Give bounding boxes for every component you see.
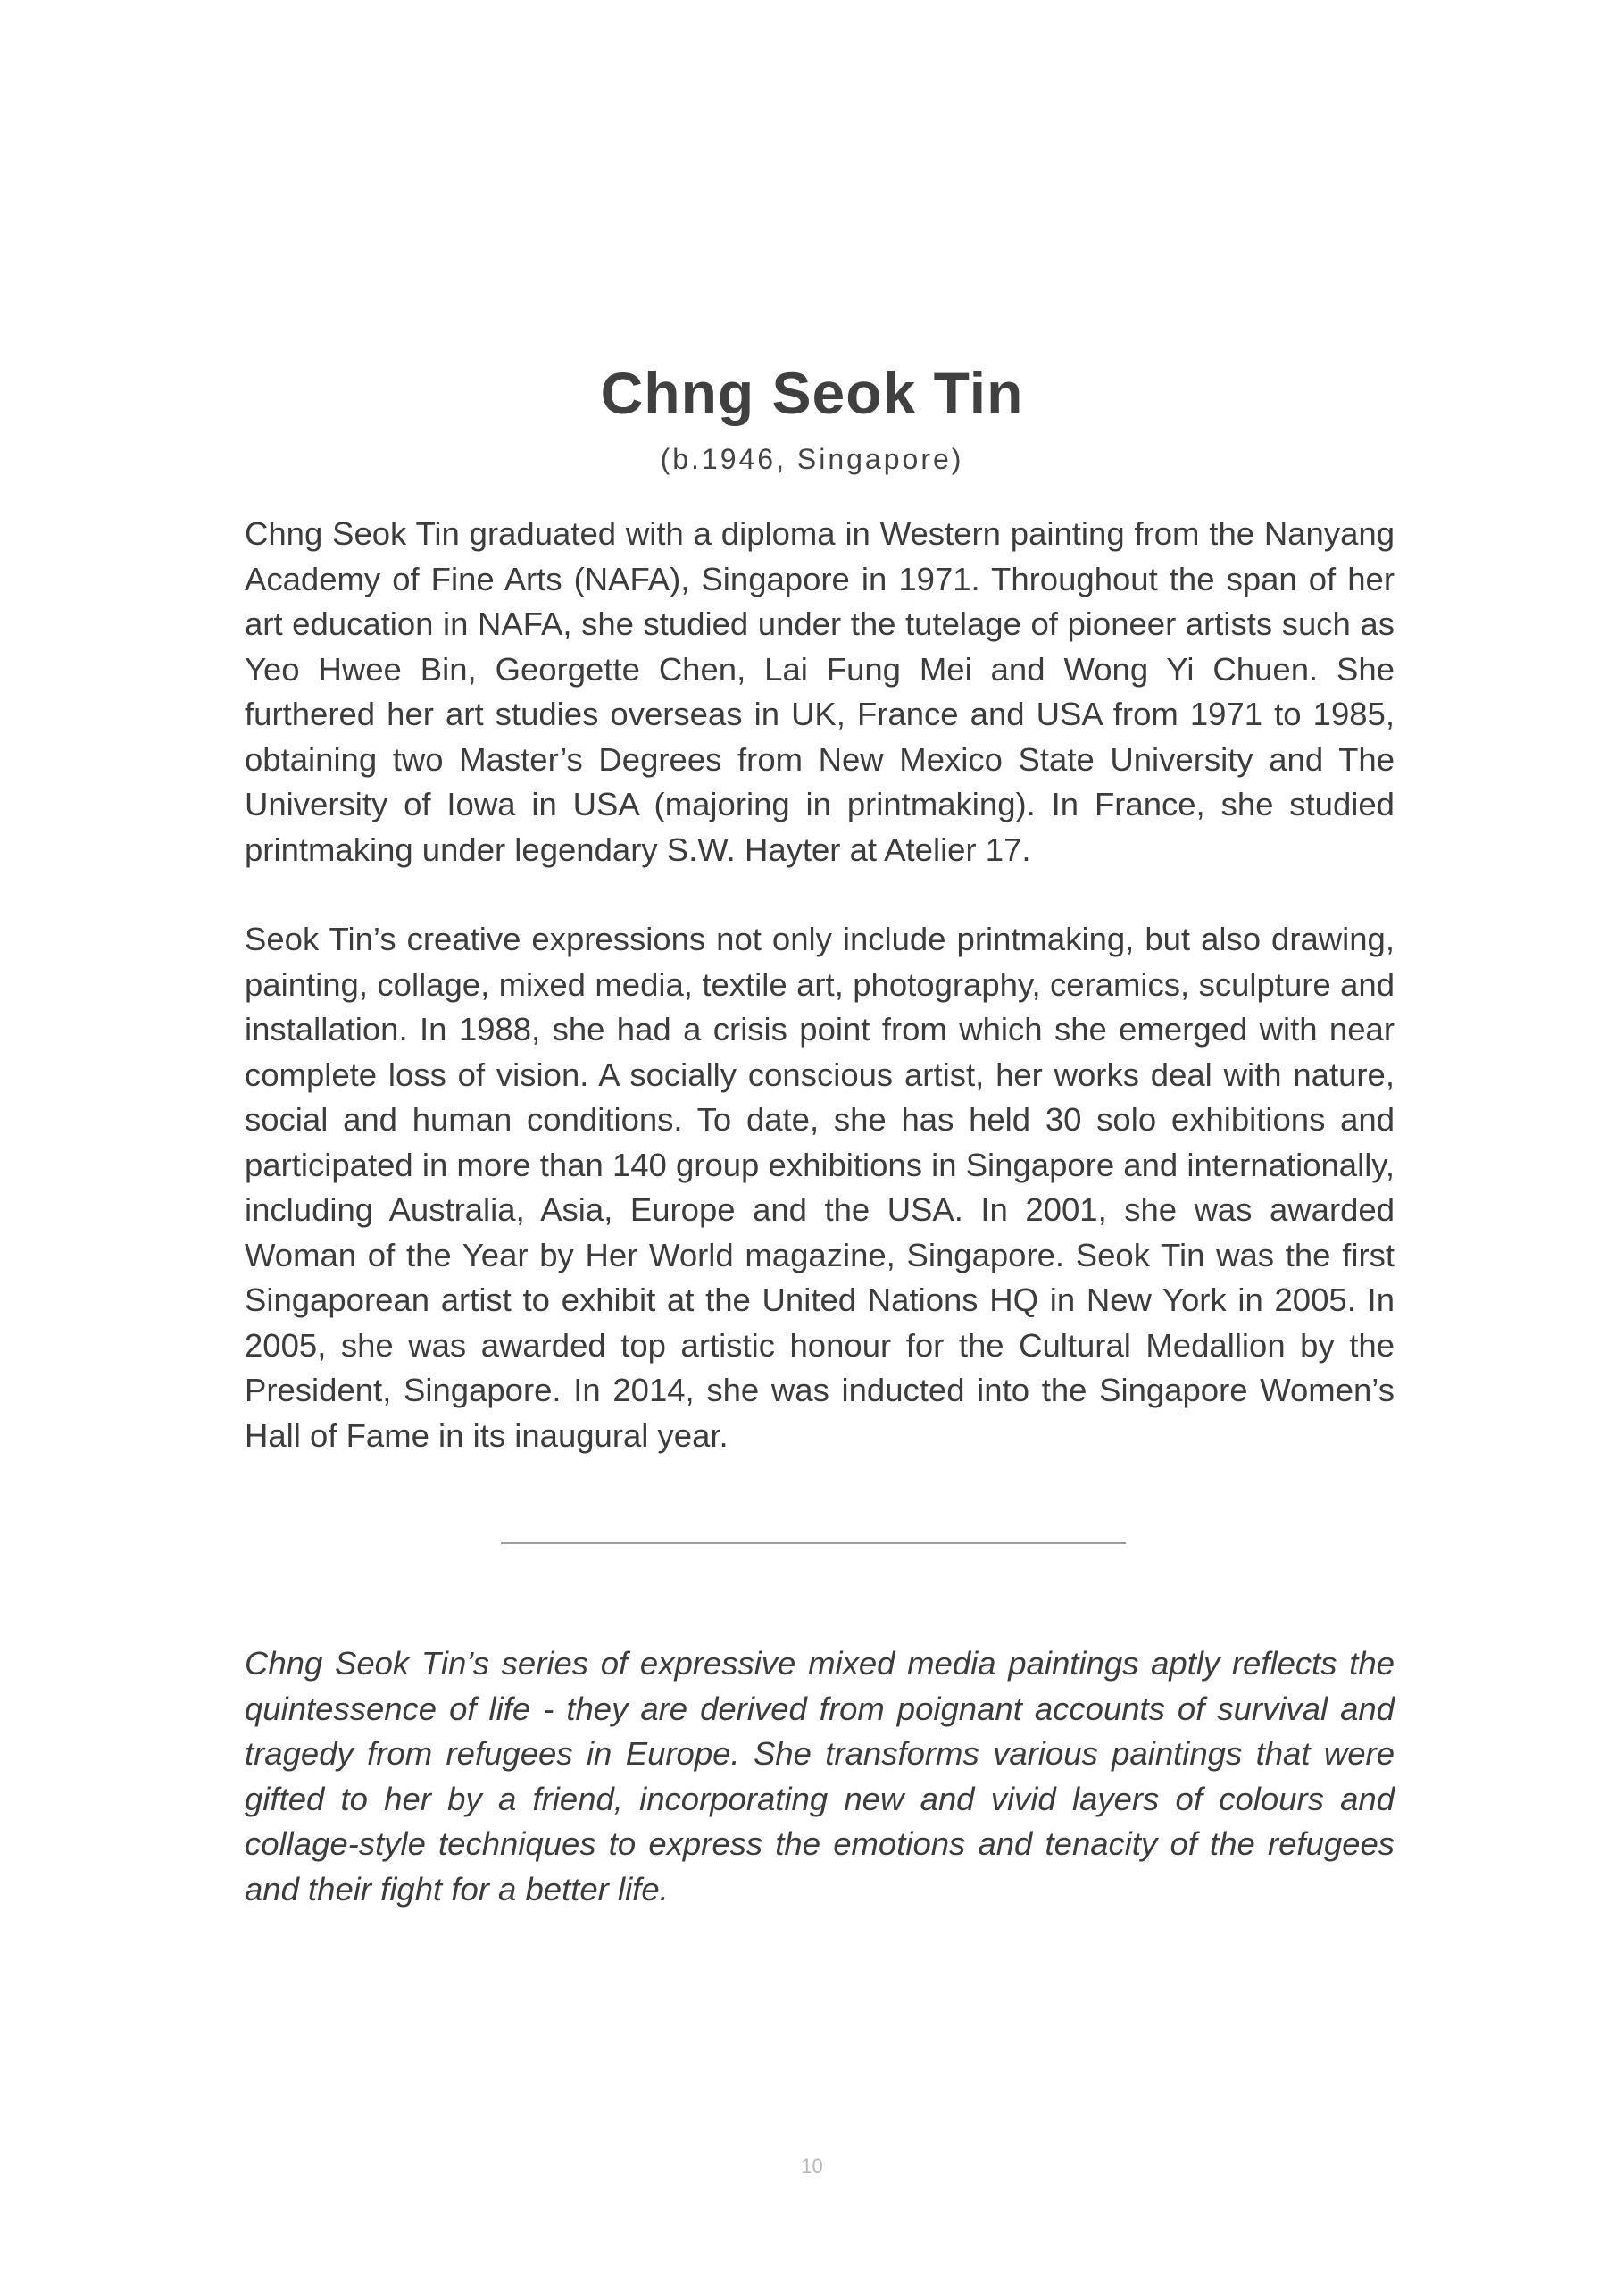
section-divider (501, 1542, 1126, 1544)
artwork-statement: Chng Seok Tin’s series of expressive mixed media paintings aptly reflects the quintessence of life - they are derived from poignant accounts of survival and tragedy from refugees in Europe. She transforms various paintings that were gifted to her by a friend, incorporating new and vivid layers of colours and collage-style techniques to express the emotions and tenacity of the refugees and their fight for a better life. (245, 1645, 1395, 1908)
artist-name-title: Chng Seok Tin (600, 360, 1024, 426)
page-number: 10 (801, 2155, 823, 2177)
artist-birth-info: (b.1946, Singapore) (660, 443, 964, 475)
biography-paragraph-1: Chng Seok Tin graduated with a diploma in Western painting from the Nanyang Academy of Fine Arts (NAFA), Singapore in 1971. Throughout the span of her art education in NAFA, she studied under the tutelage of pioneer artists such as Yeo Hwee Bin, Georgette Chen, Lai Fung Mei and Wong Yi Chuen. She furthered her art studies overseas in UK, France and USA from 1971 to 1985, obtaining two Master’s Degrees from New Mexico State University and The University of Iowa in USA (majoring in printmaking). In France, she studied printmaking under legendary S.W. Hayter at Atelier 17. (245, 515, 1395, 868)
biography-paragraph-2: Seok Tin’s creative expressions not only include printmaking, but also drawing, painting, collage, mixed media, textile art, photography, ceramics, sculpture and installation. In 1988, she had a crisis point from which she emerged with near complete loss of vision. A socially conscious artist, her works deal with nature, social and human conditions. To date, she has held 30 solo exhibitions and participated in more than 140 group exhibitions in Singapore and internationally, including Australia, Asia, Europe and the USA. In 2001, she was awarded Woman of the Year by Her World magazine, Singapore. Seok Tin was the first Singaporean artist to exhibit at the United Nations HQ in New York in 2005. In 2005, she was awarded top artistic honour for the Cultural Medallion by the President, Singapore. In 2014, she was inducted into the Singapore Women’s Hall of Fame in its inaugural year. (245, 921, 1395, 1454)
